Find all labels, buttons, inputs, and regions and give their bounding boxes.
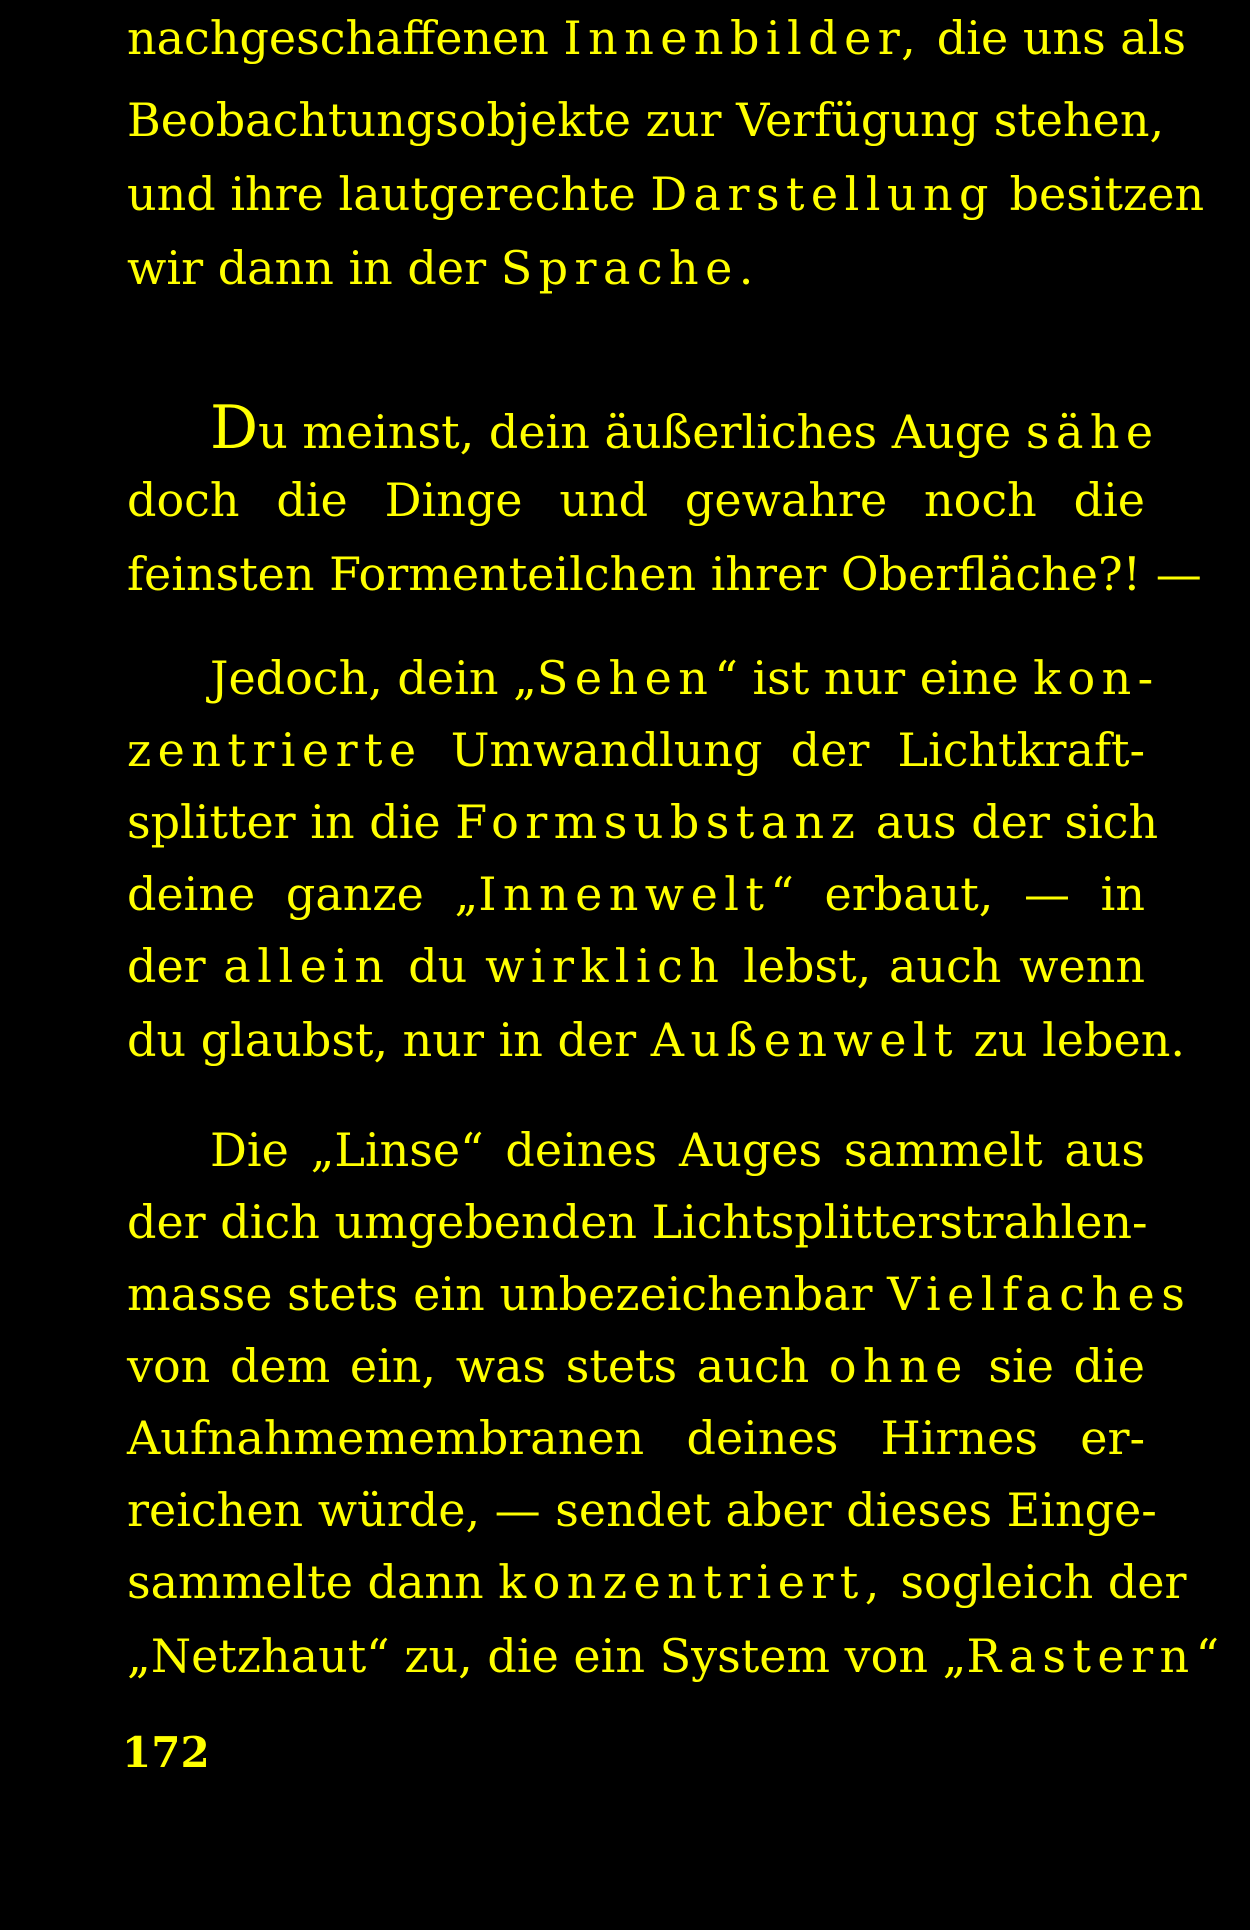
text-line: Jedoch, dein „Sehen“ ist nur eine kon- bbox=[210, 651, 1160, 705]
text-line: und ihre lautgerechte Darstellung besitzen bbox=[127, 167, 1205, 221]
text-line: splitter in die Formsubstanz aus der sich bbox=[127, 795, 1159, 849]
text-line: zentrierte Umwandlung der Lichtkraft- bbox=[127, 723, 1145, 777]
text-line: du glaubst, nur in der Außenwelt zu leben. bbox=[127, 1013, 1185, 1067]
text-line: doch die Dinge und gewahre noch die bbox=[127, 473, 1145, 527]
text-line: von dem ein, was stets auch ohne sie die bbox=[127, 1339, 1145, 1393]
text-line: nachgeschaffenen Innenbilder, die uns als bbox=[127, 11, 1187, 65]
text-line: Aufnahmemembranen deines Hirnes er- bbox=[127, 1411, 1145, 1465]
text-line: der dich umgebenden Lichtsplitterstrahlen- bbox=[127, 1195, 1148, 1249]
text-line: masse stets ein unbezeichenbar Vielfaches bbox=[127, 1267, 1192, 1321]
text-line: feinsten Formenteilchen ihrer Oberfläche?! — bbox=[127, 547, 1202, 601]
text-line: der allein du wirklich lebst, auch wenn bbox=[127, 939, 1145, 993]
page-number: 172 bbox=[122, 1728, 210, 1777]
text-line: wir dann in der Sprache. bbox=[127, 241, 760, 295]
text-line: Du meinst, dein äußerliches Auge sähe bbox=[210, 393, 1160, 463]
text-line: „Netzhaut“ zu, die ein System von „Rastern“ bbox=[127, 1629, 1220, 1683]
text-line: Beobachtungsobjekte zur Verfügung stehen, bbox=[127, 93, 1165, 147]
text-line: deine ganze „Innenwelt“ erbaut, — in bbox=[127, 867, 1145, 921]
text-line: Die „Linse“ deines Auges sammelt aus bbox=[210, 1123, 1145, 1177]
initial-letter: D bbox=[210, 393, 259, 463]
text-line: sammelte dann konzentriert, sogleich der bbox=[127, 1555, 1187, 1609]
text-line: reichen würde, — sendet aber dieses Einge- bbox=[127, 1483, 1157, 1537]
